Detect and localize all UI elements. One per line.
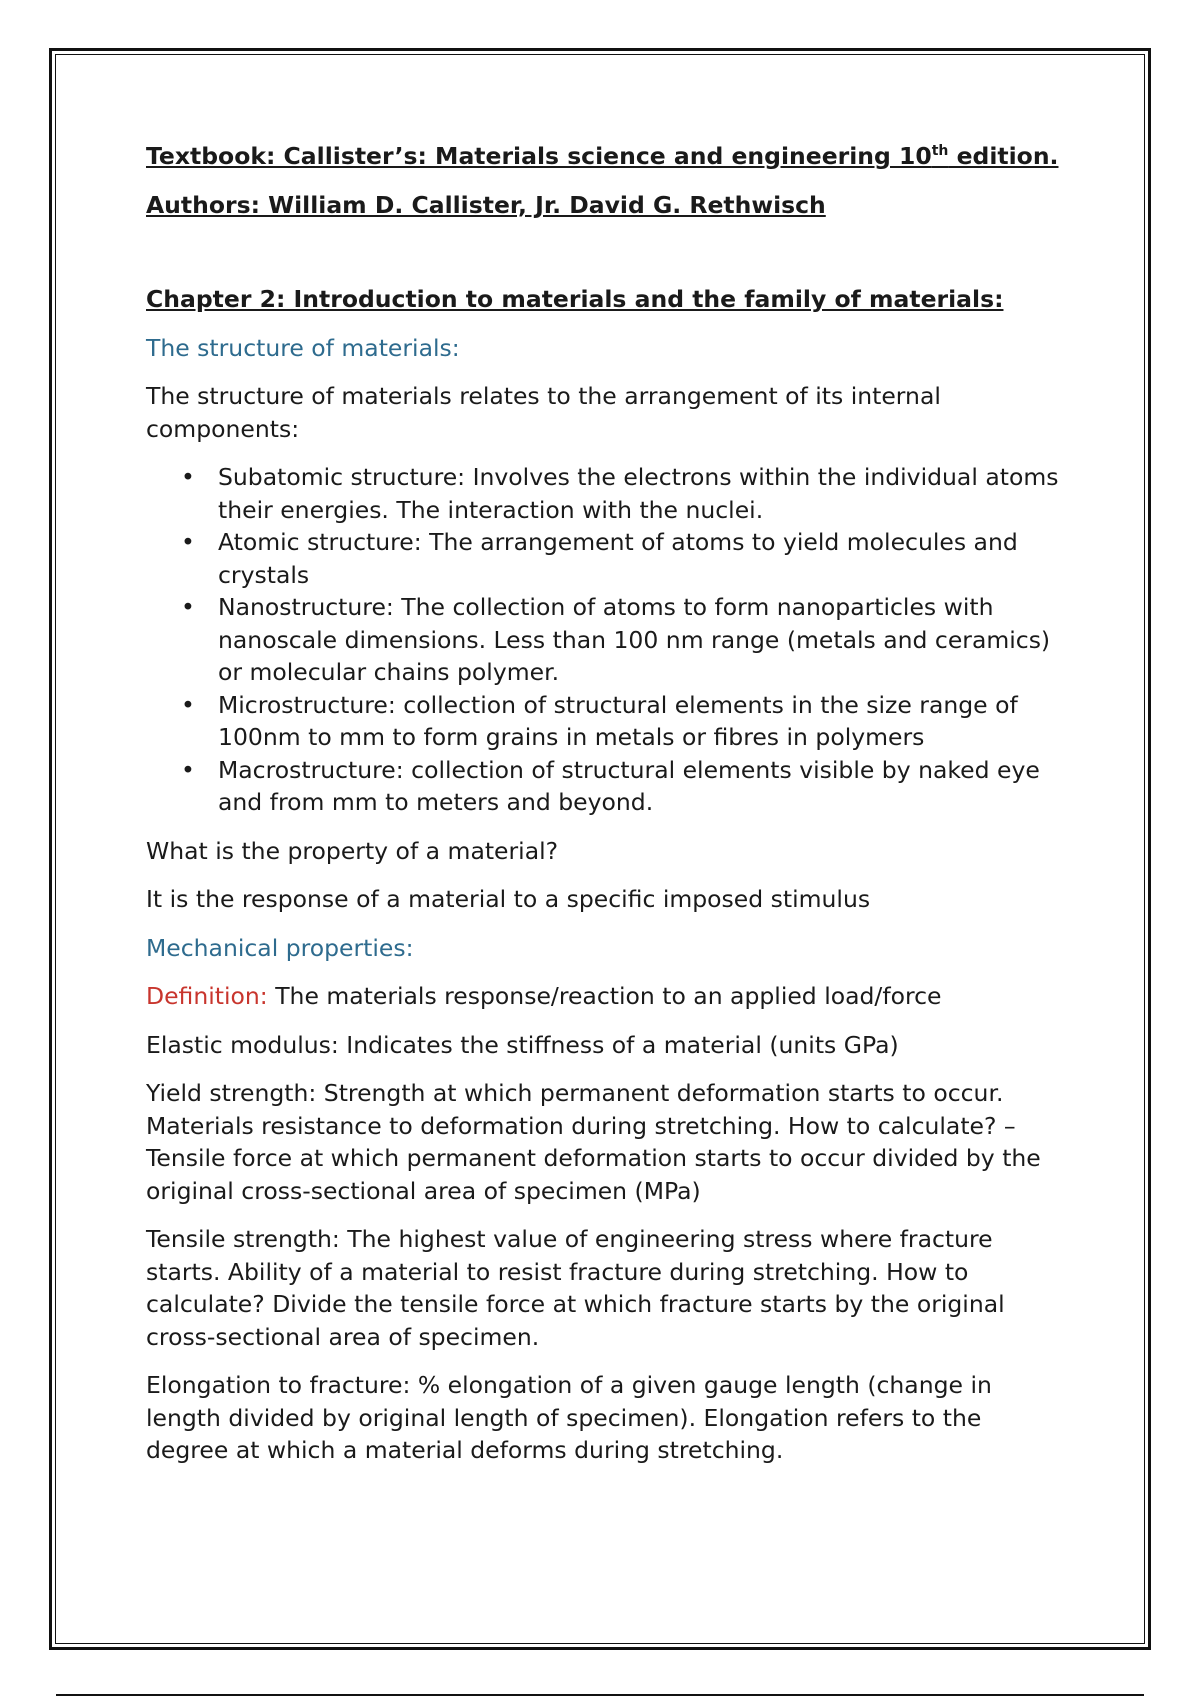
definition-label: Definition: [146, 982, 268, 1010]
property-question: What is the property of a material? [146, 836, 559, 865]
bullet-text: Nanostructure: The collection of atoms to form nanoparticles with nanoscale dimensions. Less than 100 nm range (metals and ceramics) or molecular chains polymer. [218, 593, 1051, 686]
bullet-item-nanostructure [146, 591, 1066, 689]
textbook-edition-suffix: edition. [948, 142, 1059, 170]
chapter-title: Chapter 2: Introduction to materials and the family of materials: [146, 285, 1004, 313]
bullet-icon: • [181, 528, 195, 556]
bullet-icon: • [181, 463, 195, 491]
bullet-item-atomic [146, 526, 1066, 591]
definition-text: The materials response/reaction to an applied load/force [267, 982, 942, 1010]
bullet-item-subatomic [146, 461, 1066, 526]
structure-bullet-list [146, 461, 1066, 819]
document-body [146, 140, 1066, 1483]
structure-subheading: The structure of materials: [146, 333, 460, 362]
bullet-text: Microstructure: collection of structural elements in the size range of 100nm to mm to form grains in metals or fibres in polymers [218, 690, 1018, 751]
bullet-item-macrostructure [146, 754, 1066, 819]
bullet-icon: • [181, 593, 195, 621]
textbook-heading [146, 140, 1066, 173]
authors-heading: Authors: William D. Callister, Jr. David G. Rethwisch [146, 190, 826, 219]
bullet-item-microstructure [146, 689, 1066, 754]
structure-intro: The structure of materials relates to the arrangement of its internal components: [146, 382, 941, 443]
bullet-icon: • [181, 690, 195, 719]
bullet-text: Subatomic structure: Involves the electrons within the individual atoms their energies. The interaction with the nuclei. [218, 463, 1059, 524]
bullet-icon: • [181, 755, 195, 784]
textbook-edition-superscript: th [931, 143, 949, 160]
elastic-modulus: Elastic modulus: Indicates the stiffness of a material (units GPa) [146, 1030, 899, 1059]
bullet-text: Macrostructure: collection of structural elements visible by naked eye and from mm to meters and beyond. [218, 755, 1040, 816]
mechanical-subheading: Mechanical properties: [146, 933, 414, 962]
bottom-rule [56, 1694, 1144, 1696]
textbook-title: Textbook: Callister’s: Materials science and engineering 10 [146, 142, 932, 170]
bullet-text: Atomic structure: The arrangement of atoms to yield molecules and crystals [218, 528, 1018, 589]
property-answer: It is the response of a material to a specific imposed stimulus [146, 885, 871, 913]
mechanical-definition [146, 980, 1066, 1013]
yield-strength: Yield strength: Strength at which permanent deformation starts to occur. Materials resistance to deformation during stretching. How to calculate? – Tensile force at which permanent deformation starts to occur divided by the original cross-sectional area of specimen (MPa) [146, 1079, 1041, 1205]
elongation-to-fracture: Elongation to fracture: % elongation of a given gauge length (change in length divided by original length of specimen). Elongation refers to the degree at which a material deforms during stretching. [146, 1371, 992, 1464]
tensile-strength: Tensile strength: The highest value of engineering stress where fracture starts. Ability of a material to resist fracture during stretching. How to calculate? Divide the tensile force at which fracture starts by the original cross-sectional area of specimen. [146, 1225, 1005, 1351]
